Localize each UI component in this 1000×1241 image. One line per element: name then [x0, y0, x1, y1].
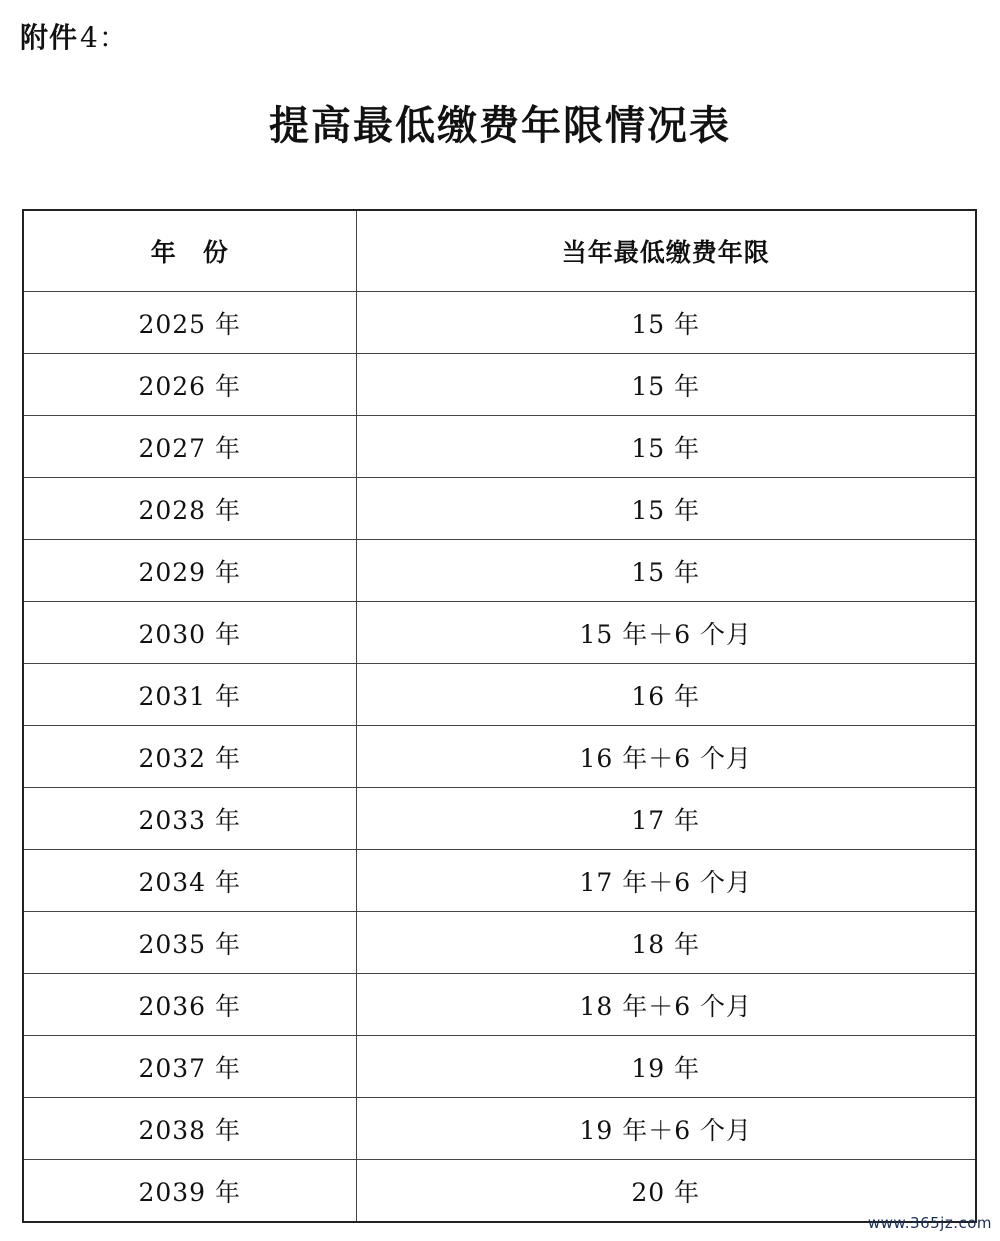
- cell-min-years: 16 年: [356, 664, 976, 726]
- table-row: [23, 912, 976, 974]
- cell-min-years: 15 年: [356, 354, 976, 416]
- table-body: [23, 292, 976, 1223]
- cell-year: 2033 年: [23, 788, 356, 850]
- cell-year: 2038 年: [23, 1098, 356, 1160]
- cell-year: 2032 年: [23, 726, 356, 788]
- cell-min-years: 15 年: [356, 540, 976, 602]
- cell-min-years: 17 年: [356, 788, 976, 850]
- cell-min-years: 15 年＋6 个月: [356, 602, 976, 664]
- cell-year: 2035 年: [23, 912, 356, 974]
- cell-year: 2039 年: [23, 1160, 356, 1223]
- table-row: [23, 540, 976, 602]
- cell-year: 2030 年: [23, 602, 356, 664]
- cell-year: 2036 年: [23, 974, 356, 1036]
- cell-min-years: 16 年＋6 个月: [356, 726, 976, 788]
- table-row: [23, 974, 976, 1036]
- cell-min-years: 15 年: [356, 416, 976, 478]
- cell-min-years: 19 年: [356, 1036, 976, 1098]
- attachment-label: [20, 18, 128, 58]
- cell-year: 2029 年: [23, 540, 356, 602]
- table-row: [23, 1160, 976, 1223]
- header-min-years: 当年最低缴费年限: [356, 210, 976, 292]
- cell-min-years: 15 年: [356, 292, 976, 354]
- page-title: 提高最低缴费年限情况表: [269, 102, 731, 149]
- table-row: [23, 354, 976, 416]
- table-row: [23, 478, 976, 540]
- cell-min-years: 18 年: [356, 912, 976, 974]
- table-row: [23, 292, 976, 354]
- cell-year: 2025 年: [23, 292, 356, 354]
- cell-year: 2027 年: [23, 416, 356, 478]
- table-header-row: [23, 210, 976, 292]
- cell-year: 2026 年: [23, 354, 356, 416]
- table-row: [23, 416, 976, 478]
- table-row: [23, 664, 976, 726]
- cell-min-years: 20 年: [356, 1160, 976, 1223]
- cell-min-years: 18 年＋6 个月: [356, 974, 976, 1036]
- table-row: [23, 726, 976, 788]
- attachment-prefix: 附件: [20, 21, 79, 54]
- attachment-number: 4：: [80, 21, 128, 54]
- cell-min-years: 15 年: [356, 478, 976, 540]
- watermark: www.365jz.com: [867, 1214, 992, 1232]
- contribution-years-table: [22, 209, 977, 1223]
- table-row: [23, 788, 976, 850]
- cell-year: 2028 年: [23, 478, 356, 540]
- cell-year: 2037 年: [23, 1036, 356, 1098]
- table-row: [23, 1036, 976, 1098]
- cell-min-years: 17 年＋6 个月: [356, 850, 976, 912]
- table-row: [23, 850, 976, 912]
- table-row: [23, 602, 976, 664]
- cell-year: 2034 年: [23, 850, 356, 912]
- header-year: 年 份: [23, 210, 356, 292]
- table-row: [23, 1098, 976, 1160]
- cell-min-years: 19 年＋6 个月: [356, 1098, 976, 1160]
- cell-year: 2031 年: [23, 664, 356, 726]
